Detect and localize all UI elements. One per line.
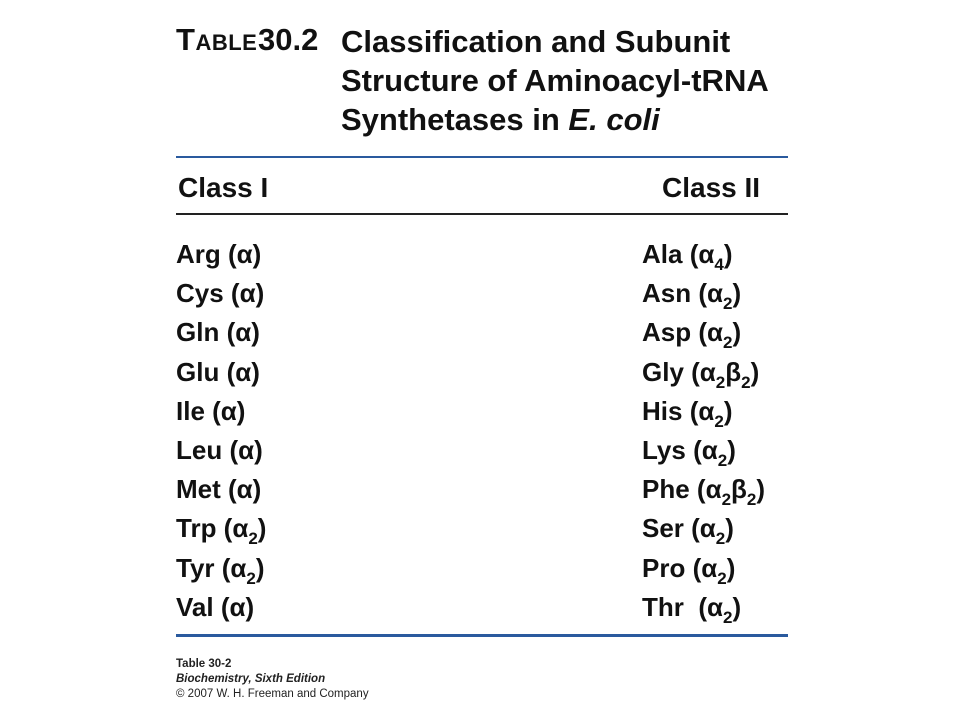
title-line-2: Structure of Aminoacyl-tRNA bbox=[341, 63, 769, 98]
subunit-alpha: (α bbox=[691, 278, 723, 309]
amino-acid-name: Phe bbox=[642, 474, 690, 505]
subunit-alpha-count: 2 bbox=[723, 333, 733, 353]
amino-acid-name: Ala bbox=[642, 239, 683, 269]
subunit-alpha: (α bbox=[216, 513, 249, 544]
subunit-alpha: (α bbox=[222, 434, 255, 465]
amino-acid-name: Met bbox=[176, 474, 221, 505]
title-organism: E. coli bbox=[568, 102, 660, 137]
amino-acid-name: Tyr bbox=[176, 552, 215, 583]
subunit-beta-count: 2 bbox=[741, 372, 751, 392]
subunit-alpha-count: 2 bbox=[248, 529, 258, 549]
subunit-close: ) bbox=[750, 356, 760, 387]
subunit-alpha-count: 2 bbox=[717, 568, 727, 588]
subunit-close: ) bbox=[725, 513, 734, 544]
source-credit bbox=[176, 657, 369, 702]
title-line-1: Classification and Subunit bbox=[341, 24, 731, 59]
subunit-alpha: (α bbox=[223, 278, 256, 309]
synthetase-entry bbox=[642, 313, 765, 352]
subunit-alpha: (α bbox=[683, 591, 723, 622]
subunit-alpha: (α bbox=[204, 395, 237, 426]
subunit-alpha: (α bbox=[214, 552, 247, 583]
subunit-alpha-count: 2 bbox=[715, 372, 726, 392]
synthetase-entry bbox=[176, 392, 266, 431]
subunit-alpha: (α bbox=[213, 591, 246, 622]
subunit-close: ) bbox=[252, 474, 262, 505]
amino-acid-name: Thr bbox=[642, 591, 684, 622]
synthetase-entry bbox=[642, 588, 765, 627]
subunit-alpha: (α bbox=[691, 317, 723, 348]
header-rule bbox=[176, 213, 788, 215]
subunit-close: ) bbox=[236, 395, 246, 426]
synthetase-entry bbox=[176, 431, 266, 470]
amino-acid-name: Gln bbox=[176, 317, 220, 348]
amino-acid-name: Pro bbox=[642, 552, 686, 583]
subunit-close: ) bbox=[251, 356, 260, 387]
synthetase-entry bbox=[642, 431, 765, 470]
subunit-alpha-count: 2 bbox=[714, 411, 724, 431]
credit-table-id: Table 30-2 bbox=[176, 658, 232, 670]
top-rule bbox=[176, 156, 788, 158]
synthetase-entry bbox=[642, 274, 765, 313]
amino-acid-name: Lys bbox=[642, 434, 686, 465]
subunit-alpha: (α bbox=[689, 474, 722, 505]
class-one-list bbox=[176, 235, 266, 627]
subunit-alpha: (α bbox=[682, 239, 715, 269]
title-line-3-text: Synthetases in bbox=[341, 102, 569, 137]
subunit-close: ) bbox=[732, 278, 742, 309]
title-line-3 bbox=[341, 100, 801, 139]
subunit-close: ) bbox=[257, 513, 267, 544]
amino-acid-name: Val bbox=[176, 591, 214, 622]
synthetase-entry bbox=[176, 313, 266, 352]
subunit-close: ) bbox=[245, 591, 255, 622]
subunit-alpha: (α bbox=[219, 356, 252, 387]
subunit-alpha: (α bbox=[219, 317, 252, 348]
subunit-alpha-count: 2 bbox=[723, 294, 733, 314]
subunit-alpha-count: 4 bbox=[714, 255, 724, 274]
bottom-rule bbox=[176, 634, 788, 637]
subunit-alpha-count: 2 bbox=[722, 607, 733, 627]
class-one-header: Class I bbox=[178, 172, 269, 203]
subunit-alpha: (α bbox=[683, 356, 716, 387]
subunit-close: ) bbox=[756, 474, 766, 505]
synthetase-entry bbox=[176, 470, 266, 509]
synthetase-entry bbox=[176, 274, 266, 313]
amino-acid-name: Glu bbox=[176, 356, 220, 387]
subunit-close: ) bbox=[252, 239, 262, 269]
subunit-alpha-count: 2 bbox=[721, 490, 732, 510]
subunit-beta: β bbox=[731, 474, 747, 505]
amino-acid-name: Gly bbox=[642, 356, 684, 387]
synthetase-entry bbox=[642, 470, 765, 509]
subunit-close: ) bbox=[732, 317, 742, 348]
class-two-header: Class II bbox=[662, 172, 761, 203]
subunit-beta-count: 2 bbox=[746, 490, 757, 510]
subunit-close: ) bbox=[727, 434, 736, 465]
subunit-close: ) bbox=[726, 552, 736, 583]
subunit-alpha: (α bbox=[220, 474, 253, 505]
synthetase-entry bbox=[642, 549, 765, 588]
amino-acid-name: Cys bbox=[176, 278, 224, 309]
amino-acid-name: Asn bbox=[642, 278, 692, 309]
table-title bbox=[341, 22, 801, 139]
amino-acid-name: Trp bbox=[176, 513, 217, 544]
synthetase-entry bbox=[176, 509, 266, 548]
subunit-alpha-count: 2 bbox=[717, 450, 728, 470]
synthetase-entry bbox=[642, 509, 765, 548]
subunit-close: ) bbox=[255, 278, 265, 309]
amino-acid-name: Asp bbox=[642, 317, 692, 348]
synthetase-entry bbox=[176, 588, 266, 627]
synthetase-entry bbox=[642, 392, 765, 431]
subunit-alpha: (α bbox=[685, 434, 718, 465]
subunit-alpha: (α bbox=[683, 513, 716, 544]
subunit-alpha: (α bbox=[682, 395, 715, 426]
subunit-alpha: (α bbox=[685, 552, 718, 583]
table-number: 30.2 bbox=[258, 22, 319, 57]
synthetase-entry bbox=[176, 353, 266, 392]
subunit-close: ) bbox=[732, 591, 742, 622]
table-title-label bbox=[176, 22, 257, 58]
subunit-close: ) bbox=[723, 239, 733, 269]
subunit-close: ) bbox=[254, 434, 263, 465]
amino-acid-name: His bbox=[642, 395, 683, 426]
synthetase-entry bbox=[176, 235, 266, 274]
title-label-initial: T bbox=[176, 22, 196, 57]
subunit-close: ) bbox=[723, 395, 733, 426]
title-label-rest: ABLE bbox=[195, 30, 258, 55]
subunit-alpha-count: 2 bbox=[246, 568, 256, 588]
subunit-close: ) bbox=[255, 552, 265, 583]
class-two-list bbox=[642, 235, 765, 627]
subunit-close: ) bbox=[251, 317, 260, 348]
subunit-alpha-count: 2 bbox=[715, 529, 726, 549]
amino-acid-name: Leu bbox=[176, 434, 223, 465]
subunit-beta: β bbox=[725, 356, 742, 387]
synthetase-entry bbox=[642, 353, 765, 392]
amino-acid-name: Ser bbox=[642, 513, 684, 544]
subunit-alpha: (α bbox=[220, 239, 253, 269]
amino-acid-name: Ile bbox=[176, 395, 205, 426]
synthetase-entry bbox=[176, 549, 266, 588]
amino-acid-name: Arg bbox=[176, 239, 221, 269]
credit-book-title: Biochemistry, Sixth Edition bbox=[176, 673, 326, 685]
credit-copyright: © 2007 W. H. Freeman and Company bbox=[176, 688, 369, 700]
synthetase-entry bbox=[642, 235, 765, 274]
